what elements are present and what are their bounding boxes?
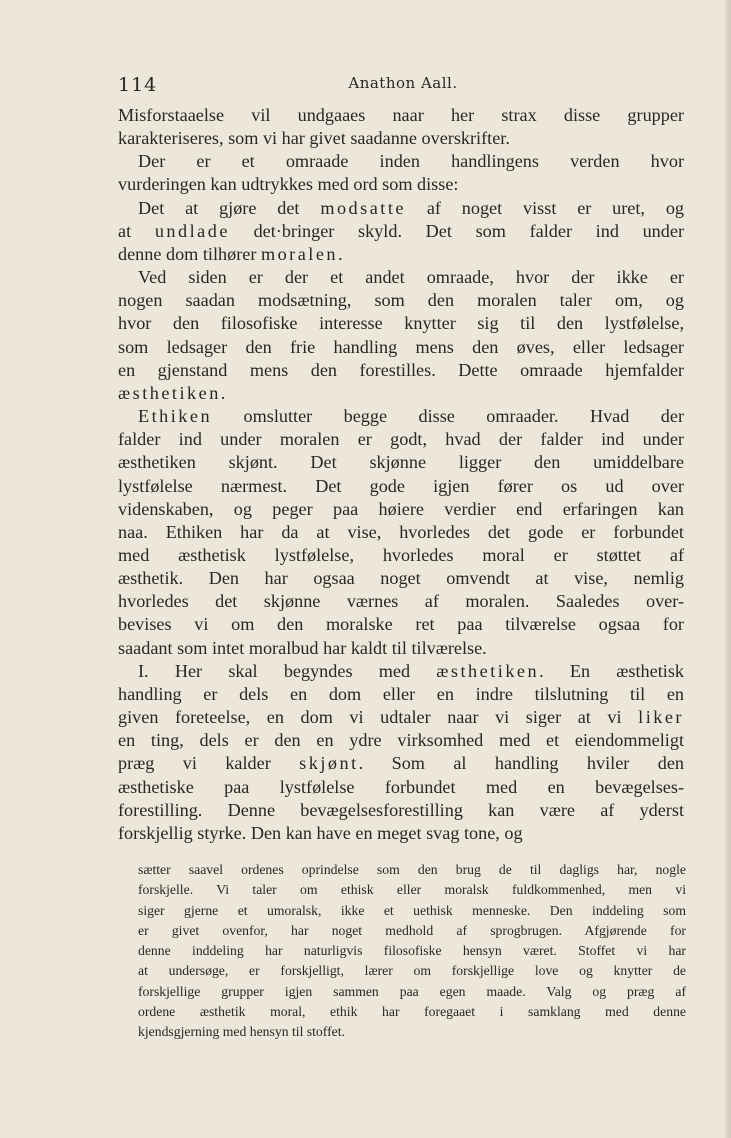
emphasized-word: moralen	[260, 243, 339, 264]
page-number: 114	[118, 74, 158, 96]
text-segment: . En æsthetisk	[539, 660, 684, 681]
text-line: falder ind under moralen er godt, hvad der falder ind under	[118, 429, 684, 450]
text-line: forestilling. Denne bevægelsesforestilling kan være af yderst	[118, 799, 684, 820]
text-line: naa. Ethiken har da at vise, hvorledes det gode er forbundet	[118, 521, 684, 542]
page-edge	[725, 0, 731, 1138]
text-segment: omslutter begge disse omraader. Hvad der	[212, 406, 684, 427]
text-segment: at	[118, 220, 155, 241]
text-line: karakteriseres, som vi har givet saadanne overskrifter.	[118, 128, 510, 149]
footnote-line: er givet ovenfor, har noget medhold af sprogbrugen. Afgjørende for	[138, 922, 686, 938]
text-line: handling er dels en dom eller en indre tilslutning til en	[118, 683, 684, 704]
text-line: æsthetiken skjønt. Det skjønne ligger den umiddelbare	[118, 452, 684, 473]
emphasized-word: undlade	[154, 220, 230, 241]
footnote	[138, 860, 686, 1043]
text-line: videnskaben, og peger paa høiere verdier end erfaringen kan	[118, 498, 684, 519]
footnote-line: ordene æsthetik moral, ethik har foregaaet i samklang med denne	[138, 1004, 686, 1020]
text-segment: .	[338, 243, 343, 264]
footnote-line: denne inddeling har naturligvis filosofiske hensyn været. Stoffet vi har	[138, 943, 686, 959]
text-segment: præg vi kalder	[118, 753, 300, 774]
text-line	[118, 197, 684, 220]
footnote-line: at undersøge, er forskjelligt, lærer om forskjellige love og knytter de	[138, 963, 686, 979]
footnote-line: forskjellige grupper igjen sammen paa egen maade. Valg og præg af	[138, 983, 686, 999]
running-title: Anathon Aall.	[348, 74, 458, 92]
text-line: lystfølelse nærmest. Det gode igjen fører os ud over	[118, 475, 684, 496]
footnote-line: forskjelle. Vi taler om ethisk eller moralsk fuldkommenhed, men vi	[138, 882, 686, 898]
text-segment: given foreteelse, en dom vi udtaler naar vi siger at vi	[118, 707, 639, 728]
text-line	[118, 660, 684, 683]
text-segment: det·bringer skyld. Det som falder ind under	[229, 220, 684, 241]
text-line: bevises vi om den moralske ret paa tilværelse ogsaa for	[118, 614, 684, 635]
emphasized-word: skjønt	[299, 753, 359, 774]
emphasized-word: Ethiken	[138, 406, 213, 427]
footnote-line: sætter saavel ordenes oprindelse som den brug de til dagligs har, nogle	[138, 862, 686, 877]
page-header	[118, 74, 688, 98]
footnote-line: siger gjerne et umoralsk, ikke et uethisk menneske. Den inddeling som	[138, 902, 686, 918]
footnote-line: kjendsgjerning med hensyn til stoffet.	[138, 1024, 345, 1040]
text-line: hvorledes det skjønne værnes af moralen. Saaledes over-	[118, 591, 684, 612]
text-segment: denne dom tilhører	[118, 243, 261, 264]
text-line	[118, 706, 684, 729]
text-line: hvor den filosofiske interesse knytter sig til den lystfølelse,	[118, 313, 684, 334]
text-segment: .	[220, 382, 226, 403]
text-segment: . Som al handling hviler den	[358, 753, 685, 774]
text-line: æsthetik. Den har ogsaa noget omvendt at vise, nemlig	[118, 568, 684, 589]
text-segment: af noget visst er uret, og	[405, 197, 685, 218]
text-line: med æsthetisk lystfølelse, hvorledes moral er støttet af	[118, 544, 684, 565]
text-line: nogen saadan modsætning, som den moralen taler om, og	[118, 290, 684, 311]
emphasized-word: æsthetiken	[436, 660, 540, 681]
emphasized-word: modsatte	[320, 197, 406, 218]
text-line	[118, 243, 684, 266]
text-line: som ledsager den frie handling mens den øves, eller ledsager	[118, 336, 684, 357]
text-line: en ting, dels er den en ydre virksomhed med et eiendommeligt	[118, 730, 684, 751]
text-line	[118, 382, 684, 405]
emphasized-word: æsthetiken	[118, 382, 221, 403]
text-line: vurderingen kan udtrykkes med ord som disse:	[118, 174, 459, 195]
text-line	[118, 752, 684, 775]
text-segment: Det at gjøre det	[138, 197, 321, 218]
text-line: Ved siden er der et andet omraade, hvor der ikke er	[138, 267, 684, 288]
text-line: saadant som intet moralbud har kaldt til tilværelse.	[118, 637, 487, 658]
body-text	[118, 104, 684, 845]
text-line: en gjenstand mens den forestilles. Dette omraade hjemfalder	[118, 359, 684, 380]
text-line	[118, 220, 684, 243]
text-line: æsthetiske paa lystfølelse forbundet med en bevægelses-	[118, 776, 684, 797]
text-line: forskjellig styrke. Den kan have en meget svag tone, og	[118, 822, 523, 843]
text-segment: I. Her skal begyndes med	[138, 660, 437, 681]
text-line	[118, 405, 684, 428]
emphasized-word: liker	[638, 707, 684, 728]
text-line: Der er et omraade inden handlingens verden hvor	[138, 151, 684, 172]
text-line: Misforstaaelse vil undgaaes naar her strax disse grupper	[118, 105, 684, 125]
